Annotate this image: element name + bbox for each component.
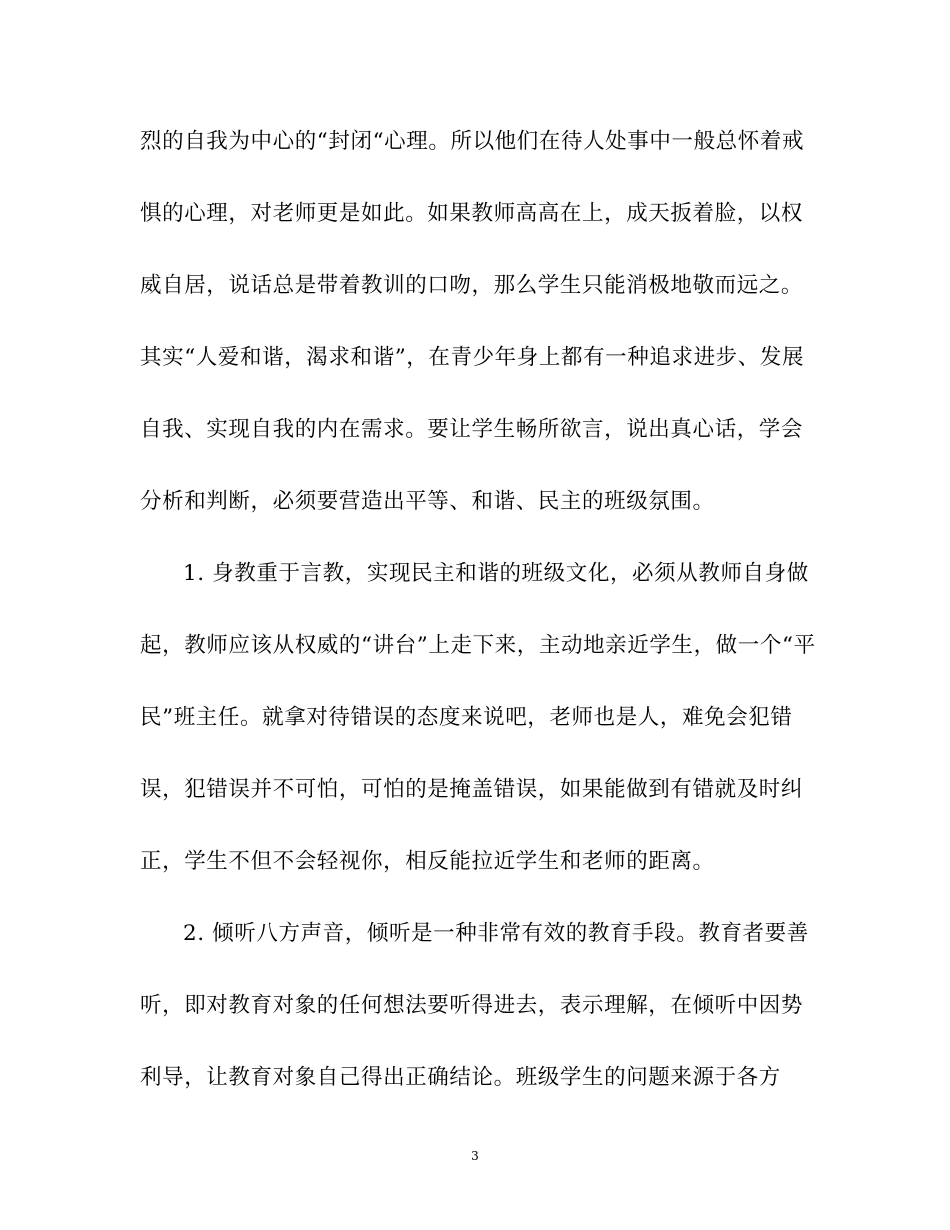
text-line-1: 烈的自我为中心的“封闭“心理。所以他们在待人处事中一般总怀着戒 xyxy=(140,129,805,154)
text-line-5: 自我、实现自我的内在需求。要让学生畅所欲言，说出真心话，学会 xyxy=(140,417,804,442)
text-line-12: 2. 倾听八方声音，倾听是一种非常有效的教育手段。教育者要善 xyxy=(183,921,809,946)
text-line-13: 听，即对教育对象的任何想法要听得进去，表示理解，在倾听中因势 xyxy=(140,993,804,1018)
text-line-6: 分析和判断，必须要营造出平等、和谐、民主的班级氛围。 xyxy=(140,489,715,514)
text-line-7: 1. 身教重于言教，实现民主和谐的班级文化，必须从教师自身做 xyxy=(183,561,809,586)
text-line-3: 威自居，说话总是带着教训的口吻，那么学生只能消极地敬而远之。 xyxy=(140,273,804,298)
page-number: 3 xyxy=(471,1149,479,1163)
text-line-4: 其实“人爱和谐，渴求和谐”，在青少年身上都有一种追求进步、发展 xyxy=(140,345,805,370)
text-line-9: 民”班主任。就拿对待错误的态度来说吧，老师也是人，难免会犯错 xyxy=(140,705,793,730)
text-line-8: 起，教师应该从权威的“讲台”上走下来，主动地亲近学生，做一个“平 xyxy=(140,633,816,658)
text-line-11: 正，学生不但不会轻视你，相反能拉近学生和老师的距离。 xyxy=(140,849,715,874)
text-line-2: 惧的心理，对老师更是如此。如果教师高高在上，成天扳着脸，以权 xyxy=(140,201,804,226)
text-line-10: 误，犯错误并不可怕，可怕的是掩盖错误，如果能做到有错就及时纠 xyxy=(140,777,804,802)
text-line-14: 利导，让教育对象自己得出正确结论。班级学生的问题来源于各方 xyxy=(140,1065,781,1090)
